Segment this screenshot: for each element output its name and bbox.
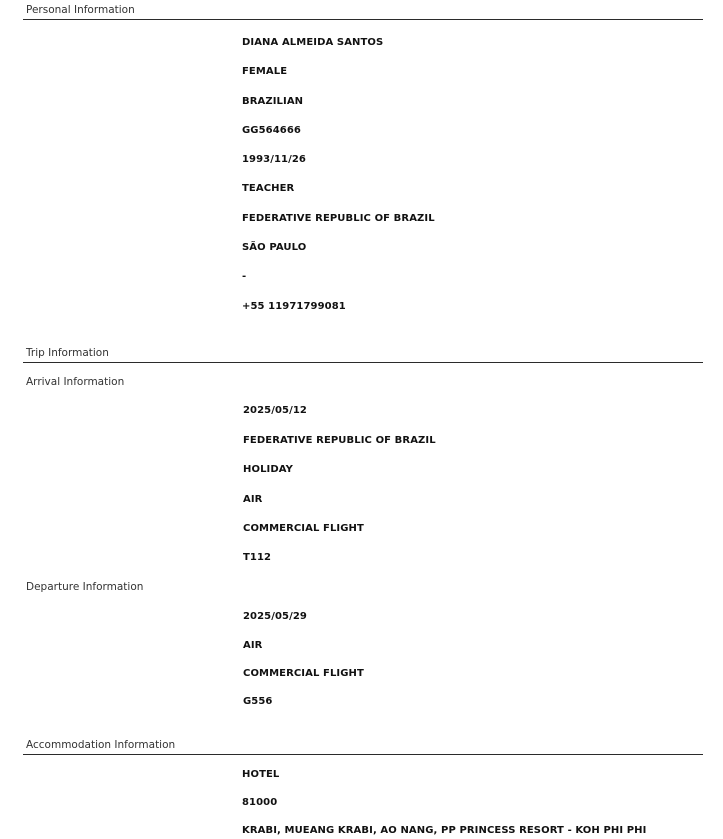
field-value: FEDERATIVE REPUBLIC OF BRAZIL — [242, 213, 435, 224]
field-value: COMMERCIAL FLIGHT — [243, 668, 364, 679]
field-value: COMMERCIAL FLIGHT — [243, 523, 364, 534]
field-value: GG564666 — [242, 125, 301, 136]
section-title-personal: Personal Information — [26, 4, 135, 16]
field-value: 81000 — [242, 797, 278, 808]
field-value: FEDERATIVE REPUBLIC OF BRAZIL — [243, 435, 436, 446]
field-value: HOLIDAY — [243, 464, 293, 475]
field-value: +55 11971799081 — [242, 301, 346, 312]
field-value: KRABI, MUEANG KRABI, AO NANG, PP PRINCESS RESORT - KOH PHI PHI — [242, 825, 647, 836]
subsection-title-departure: Departure Information — [26, 581, 144, 593]
section-divider — [23, 362, 703, 363]
subsection-title-arrival: Arrival Information — [26, 376, 125, 388]
field-value: 2025/05/29 — [243, 611, 307, 622]
field-value: TEACHER — [242, 183, 295, 194]
field-value: G556 — [243, 696, 273, 707]
section-divider — [23, 19, 703, 20]
field-value: 1993/11/26 — [242, 154, 306, 165]
section-title-trip: Trip Information — [26, 347, 109, 359]
field-value: - — [242, 271, 247, 282]
field-value: BRAZILIAN — [242, 96, 304, 107]
field-value: DIANA ALMEIDA SANTOS — [242, 37, 384, 48]
field-value: AIR — [243, 640, 263, 651]
section-title-accommodation: Accommodation Information — [26, 739, 176, 751]
field-value: SÃO PAULO — [242, 242, 307, 253]
field-value: T112 — [243, 552, 272, 563]
section-divider — [23, 754, 703, 755]
field-value: FEMALE — [242, 66, 288, 77]
field-value: AIR — [243, 494, 263, 505]
field-value: 2025/05/12 — [243, 405, 307, 416]
field-value: HOTEL — [242, 769, 280, 780]
